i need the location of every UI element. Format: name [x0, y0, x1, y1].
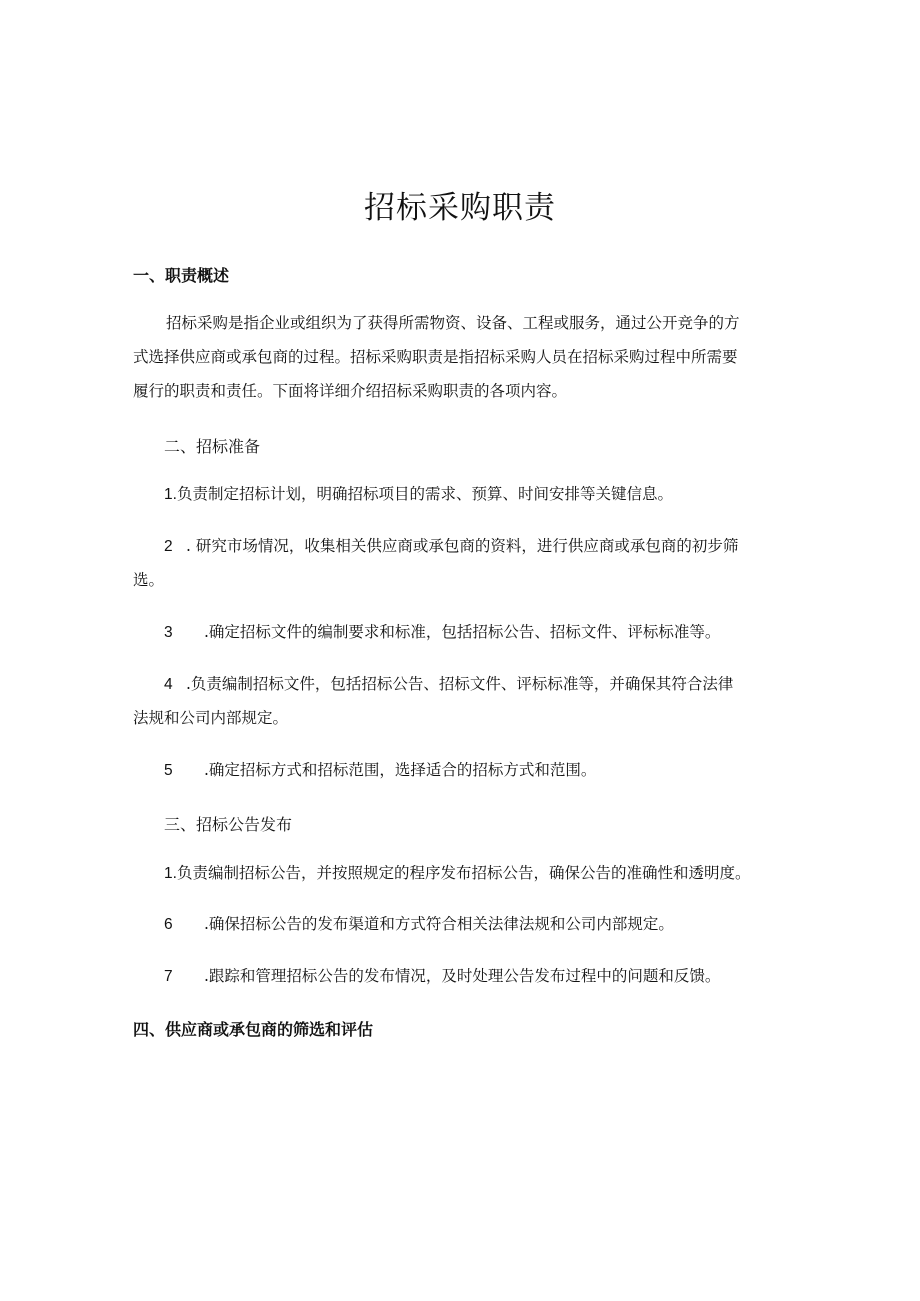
list-number: 2: [164, 538, 173, 555]
list-item: [164, 615, 720, 650]
list-number: 4: [164, 676, 173, 693]
section-heading-2: 二、招标准备: [164, 437, 261, 456]
list-item: [164, 907, 674, 942]
section-heading-1: 一、职责概述: [133, 266, 230, 285]
paragraph-line: 招标采购是指企业或组织为了获得所需物资、设备、工程或服务，通过公开竞争的方: [166, 314, 740, 332]
list-text: .确定招标文件的编制要求和标准，包括招标公告、招标文件、评标标准等。: [204, 623, 721, 641]
list-text-continued: 法规和公司内部规定。: [133, 709, 289, 727]
list-text: 负责编制招标公告，并按照规定的程序发布招标公告，确保公告的准确性和透明度。: [176, 864, 751, 882]
list-item: [164, 753, 596, 788]
list-item: [164, 477, 673, 512]
list-item: [164, 529, 738, 564]
list-text: .跟踪和管理招标公告的发布情况，及时处理公告发布过程中的问题和反馈。: [204, 967, 721, 985]
list-text: . 研究市场情况，收集相关供应商或承包商的资料，进行供应商或承包商的初步筛: [186, 537, 739, 555]
list-text: .负责编制招标文件，包括招标公告、招标文件、评标标准等，并确保其符合法律: [186, 675, 734, 693]
list-item: [164, 959, 720, 994]
list-number: 1.: [164, 865, 177, 882]
list-item: [164, 667, 733, 702]
paragraph-line: 式选择供应商或承包商的过程。招标采购职责是指招标采购人员在招标采购过程中所需要: [133, 348, 738, 366]
list-text: .确定招标方式和招标范围，选择适合的招标方式和范围。: [204, 761, 597, 779]
paragraph-line: 履行的职责和责任。下面将详细介绍招标采购职责的各项内容。: [133, 382, 568, 400]
list-item: [164, 856, 750, 891]
section-heading-4: 四、供应商或承包商的筛选和评估: [133, 1020, 374, 1039]
list-number: 5: [164, 762, 173, 779]
list-number: 1.: [164, 486, 177, 503]
document-title: 招标采购职责: [364, 190, 556, 226]
list-number: 6: [164, 916, 173, 933]
list-text-continued: 选。: [133, 571, 165, 589]
list-number: 7: [164, 968, 173, 985]
list-text: .确保招标公告的发布渠道和方式符合相关法律法规和公司内部规定。: [204, 915, 674, 933]
list-text: 负责制定招标计划，明确招标项目的需求、预算、时间安排等关键信息。: [176, 485, 673, 503]
section-heading-3: 三、招标公告发布: [164, 815, 293, 834]
list-number: 3: [164, 624, 173, 641]
